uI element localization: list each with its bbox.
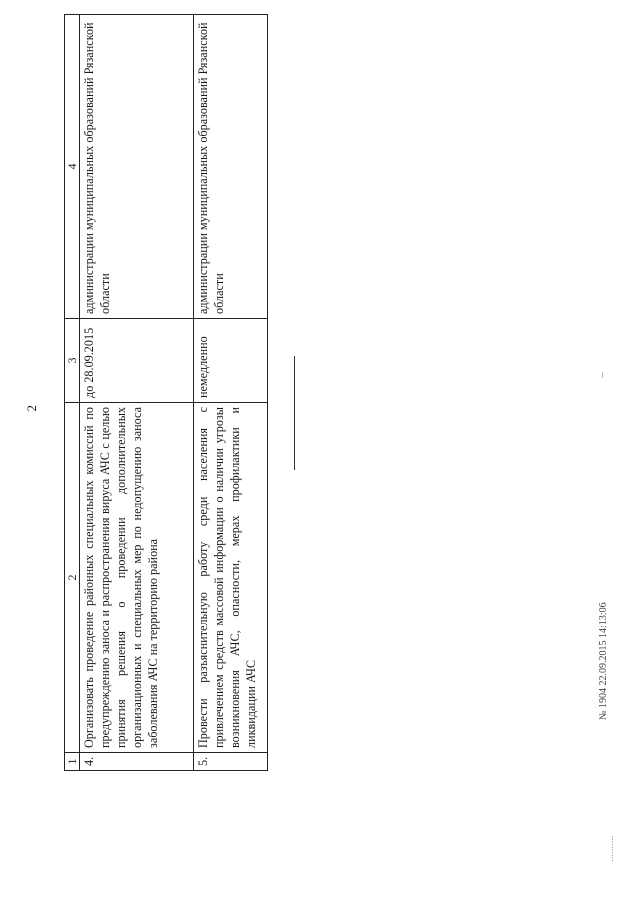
measure-text: Провести разъяснительную работу среди населения с привлечением средств массовой информации о наличии угрозы возникновения АЧС, опасности, мерах профилактики и ликвидации АЧС (194, 403, 268, 753)
table-row (194, 15, 268, 771)
measure-text: Организовать проведение районных специальных комиссий по предупреждению заноса и распространения вируса АЧС с целью принятия решения о проведении дополнительных организационных и специальных мер по недопущению заноса заболевания АЧС на территорию района (80, 403, 194, 753)
header-cell-4: 4 (65, 15, 80, 319)
header-cell-2: 2 (65, 403, 80, 753)
table-row (80, 15, 194, 771)
responsible-text: администрации муниципальных образований Рязанской области (80, 15, 194, 319)
page-number: 2 (24, 405, 39, 412)
header-cell-1: 1 (65, 753, 80, 771)
table-header-row (65, 15, 80, 771)
deadline-text: немедленно (194, 319, 268, 403)
measures-table (64, 14, 268, 771)
registration-stamp: № 1904 22.09.2015 14:13:06 (598, 602, 609, 720)
end-of-document-line (294, 356, 295, 470)
footer-mark: ………. (606, 836, 615, 862)
deadline-text: до 28.09.2015 (80, 319, 194, 403)
row-number: 4. (80, 753, 194, 771)
rotated-table-wrapper (64, 15, 269, 771)
scan-artifact (602, 372, 603, 378)
header-cell-3: 3 (65, 319, 80, 403)
table-frame (64, 15, 269, 771)
responsible-text: администрации муниципальных образований Рязанской области (194, 15, 268, 319)
row-number: 5. (194, 753, 268, 771)
